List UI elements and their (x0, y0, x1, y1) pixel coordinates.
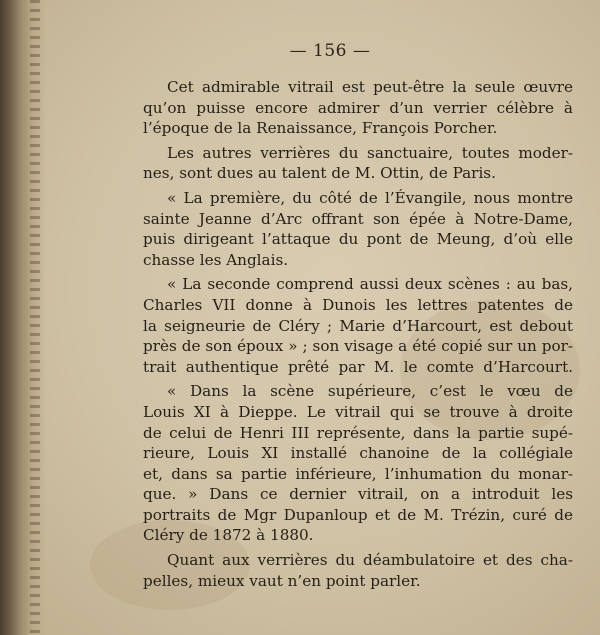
text-line: l’époque de la Renaissance, François Porcher. (143, 119, 498, 138)
text-line: sainte Jeanne d’Arc offrant son épée à Notre-Dame, (143, 209, 573, 228)
text-line: « Dans la scène supérieure, c’est le vœu de (167, 382, 573, 401)
text-line: rieure, Louis XI installé chanoine de la collégiale (143, 444, 573, 463)
text-line: Les autres verrières du sanctuaire, toutes moder- (167, 143, 573, 162)
text-line: près de son époux » ; son visage a été copié sur un por- (143, 337, 573, 356)
text-line: nes, sont dues au talent de M. Ottin, de Paris. (143, 164, 496, 183)
body-text (143, 77, 573, 591)
text-line: de celui de Henri III représente, dans la partie supé- (143, 423, 573, 442)
text-line: Cet admirable vitrail est peut-être la seule œuvre (167, 78, 573, 96)
text-line: Cléry de 1872 à 1880. (143, 526, 314, 545)
text-line: qu’on puisse encore admirer d’un verrier célèbre à (143, 98, 573, 117)
text-line: Louis XI à Dieppe. Le vitrail qui se trouve à droite (143, 402, 573, 421)
torn-page-edge (0, 0, 46, 635)
text-line: trait authentique prêté par M. le comte d’Harcourt. (143, 357, 573, 376)
text-line: « La première, du côté de l’Évangile, nous montre (167, 188, 573, 207)
text-line: Charles VII donne à Dunois les lettres patentes de (143, 295, 573, 314)
page-number: — 156 — (289, 41, 371, 61)
text-line: Quant aux verrières du déambulatoire et des cha- (167, 551, 573, 570)
text-line: « La seconde comprend aussi deux scènes : au bas, (167, 275, 573, 294)
text-line: chasse les Anglais. (143, 250, 289, 269)
text-line: pelles, mieux vaut n’en point parler. (143, 571, 421, 590)
text-line: la seigneurie de Cléry ; Marie d’Harcourt, est debout (143, 316, 573, 335)
text-line: portraits de Mgr Dupanloup et de M. Trézin, curé de (143, 505, 573, 524)
text-line: puis dirigeant l’attaque du pont de Meung, d’où elle (143, 230, 573, 249)
text-line: et, dans sa partie inférieure, l’inhumation du monar- (143, 464, 573, 483)
text-line: que. » Dans ce dernier vitrail, on a introduit les (143, 485, 573, 504)
